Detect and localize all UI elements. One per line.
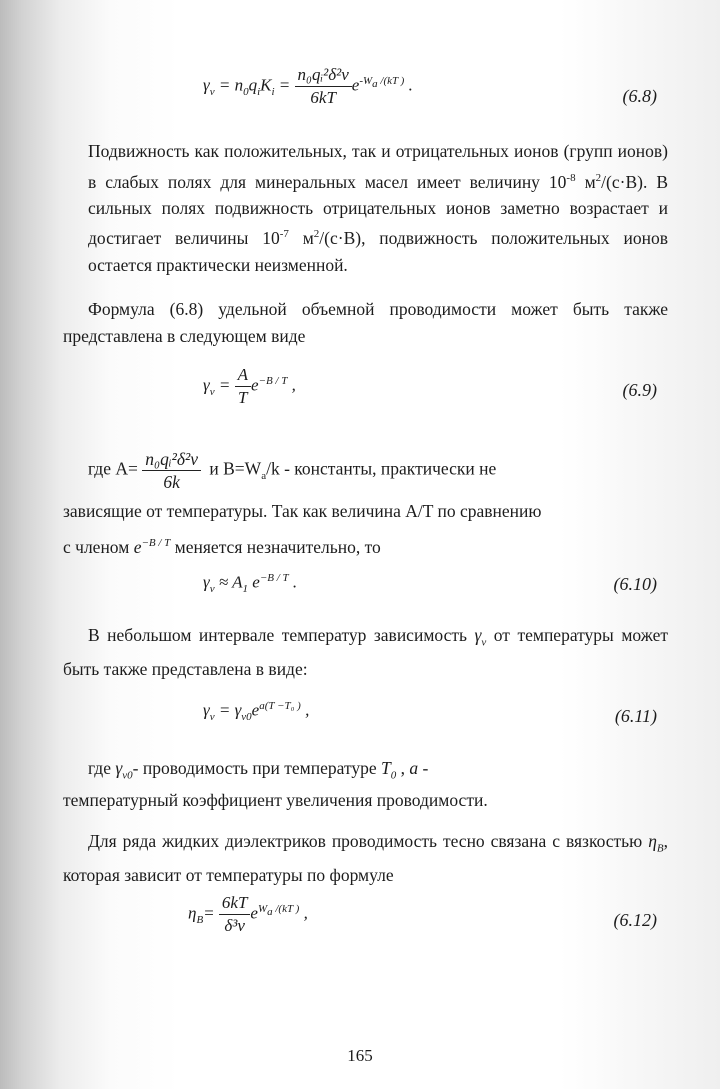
equation-number: (6.10) — [613, 574, 657, 594]
paragraph-mobility: Подвижность как положительных, так и отрицательных ионов (групп ионов) в слабых полях для минеральных масел имеет величину $10^{-8}$ $м^2/(с\cdot В)$. В сильных полях подвижность отрицательных ионов заметно возрастает и достигает величины $10^{-7}$ $м^2/(с\cdot В)$, подвижность положительных ионов остается практически неизменной. — [88, 141, 668, 275]
formula-6-12: $\eta_B=$ $\frac{6kT}{\text{δ³ν}}$ $e^{W_a /(kT )}$ , — [188, 893, 308, 935]
paragraph-viscosity: Для ряда жидких диэлектриков проводимость тесно связана с вязкостью $\eta_B$, которая зависит от температуры по формуле — [63, 831, 668, 885]
equation-number: (6.11) — [614, 706, 657, 726]
page-number: 165 — [347, 1046, 373, 1065]
paragraph-where-gamma-line2: температурный коэффициент увеличения проводимости. — [63, 790, 488, 810]
fraction: $\frac{\text{n₀qᵢ²δ²ν}}{6kT}$ — [295, 64, 352, 109]
fraction: $\frac{6kT}{\text{δ³ν}}$ — [219, 892, 251, 937]
paragraph-constants: где A= $\frac{\text{n₀qᵢ²δ²ν}}{6k}$ и $B=W_a/k$ - константы, практически не — [88, 449, 497, 492]
paragraph-constants-line2: зависящие от температуры. Так как величина A/T по сравнению — [63, 501, 542, 521]
formula-6-11: $\gamma_v = \gamma_{v0}e^{a(T -T_0 )}$ , — [203, 700, 310, 724]
paragraph-formula-intro: Формула (6.8) удельной объемной проводимости может быть также представлена в следующем виде — [63, 299, 668, 346]
equation-number: (6.9) — [622, 380, 657, 400]
fraction: $\frac{\text{n₀qᵢ²δ²ν}}{6k}$ — [142, 448, 201, 493]
formula-6-9: $\gamma_v$ = $\frac{A}{T}$ $e^{-B / T}$ , — [203, 365, 296, 407]
paragraph-where-gamma: где $\gamma_{v0}-$ проводимость при температуре $T_0$ , a - — [88, 758, 429, 782]
formula-6-10: $\gamma_v \approx A_1$ $e^{-B / T}$ . — [203, 572, 298, 596]
paragraph-constants-line3: с членом $e^{-B / T}$ меняется незначительно, то — [63, 536, 381, 557]
equation-number: (6.8) — [622, 86, 657, 106]
equation-number: (6.12) — [613, 910, 657, 930]
paragraph-temperature-range: В небольшом интервале температур зависимость $\gamma_v$ от температуры может быть также представлена в виде: — [63, 625, 668, 679]
formula-6-8: $\gamma_v = n_0q_iK_i$ = $\frac{\text{n₀qᵢ²δ²ν}}{6kT}$ $e^{-W_a /(kT )}$ . — [203, 65, 413, 107]
fraction: $\frac{A}{T}$ — [235, 364, 251, 409]
